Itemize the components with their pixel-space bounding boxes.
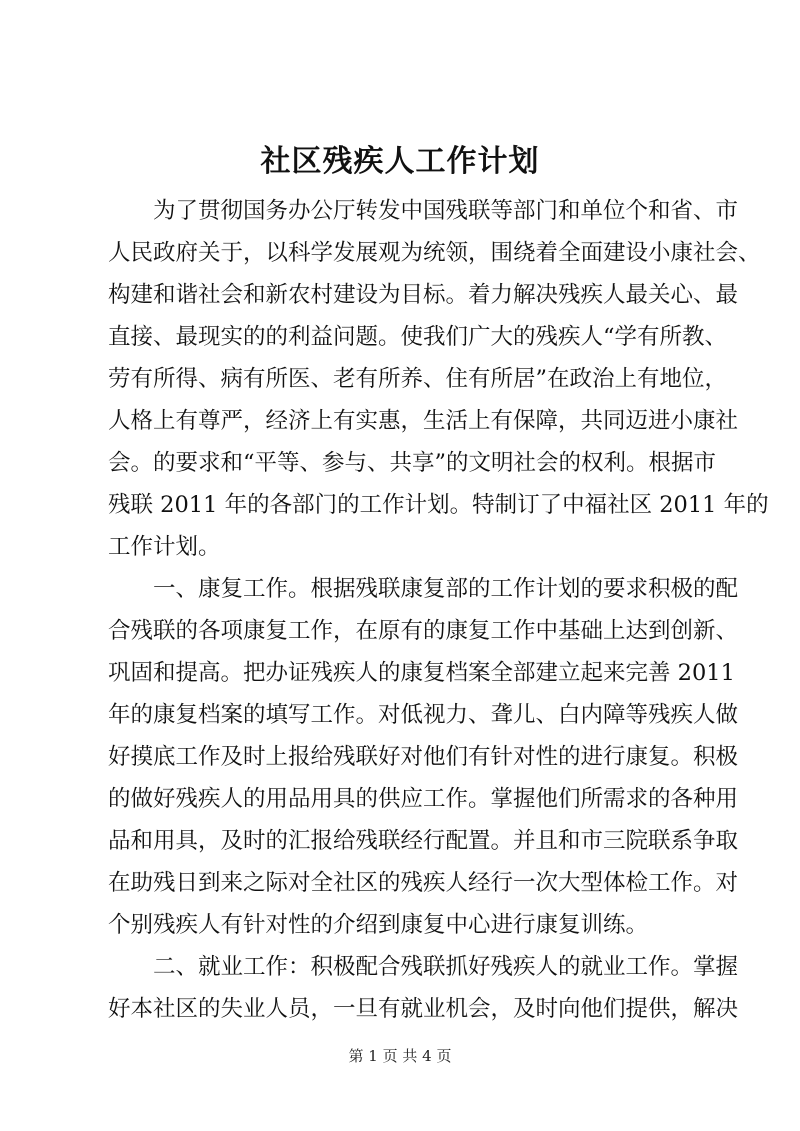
body-line: 好摸底工作及时上报给残联好对他们有针对性的进行康复。积极 [108, 744, 739, 770]
body-line: 直接、最现实的的利益问题。使我们广大的残疾人“学有所教、 [108, 324, 728, 350]
body-line: 为了贯彻国务办公厅转发中国残联等部门和单位个和省、市 [108, 198, 739, 224]
body-line: 二、就业工作：积极配合残联抓好残疾人的就业工作。掌握 [108, 954, 739, 980]
body-line: 残联 2011 年的各部门的工作计划。特制订了中福社区 2011 年的 [108, 492, 769, 518]
body-line: 会。的要求和“平等、参与、共享”的文明社会的权利。根据市 [108, 450, 717, 476]
body-line: 的做好残疾人的用品用具的供应工作。掌握他们所需求的各种用 [108, 786, 739, 812]
document-body [108, 190, 769, 1030]
body-line: 个别残疾人有针对性的介绍到康复中心进行康复训练。 [108, 912, 649, 938]
document-title: 社区残疾人工作计划 [260, 144, 540, 179]
body-line: 在助残日到来之际对全社区的残疾人经行一次大型体检工作。对 [108, 870, 739, 896]
body-line: 人格上有尊严，经济上有实惠，生活上有保障，共同迈进小康社 [108, 408, 739, 434]
body-line: 劳有所得、病有所医、老有所养、住有所居”在政治上有地位， [108, 366, 728, 392]
body-line: 合残联的各项康复工作，在原有的康复工作中基础上达到创新、 [108, 618, 739, 644]
body-line: 一、康复工作。根据残联康复部的工作计划的要求积极的配 [108, 576, 739, 602]
body-line: 人民政府关于，以科学发展观为统领，围绕着全面建设小康社会、 [108, 240, 761, 266]
body-line: 好本社区的失业人员，一旦有就业机会，及时向他们提供，解决 [108, 996, 739, 1022]
body-line: 品和用具，及时的汇报给残联经行配置。并且和市三院联系争取 [108, 828, 739, 854]
body-line: 构建和谐社会和新农村建设为目标。着力解决残疾人最关心、最 [108, 282, 739, 308]
body-line: 巩固和提高。把办证残疾人的康复档案全部建立起来完善 2011 [108, 660, 735, 686]
body-line: 年的康复档案的填写工作。对低视力、聋儿、白内障等残疾人做 [108, 702, 739, 728]
page-number-footer: 第 1 页 共 4 页 [348, 1047, 452, 1065]
body-line: 工作计划。 [108, 534, 221, 560]
